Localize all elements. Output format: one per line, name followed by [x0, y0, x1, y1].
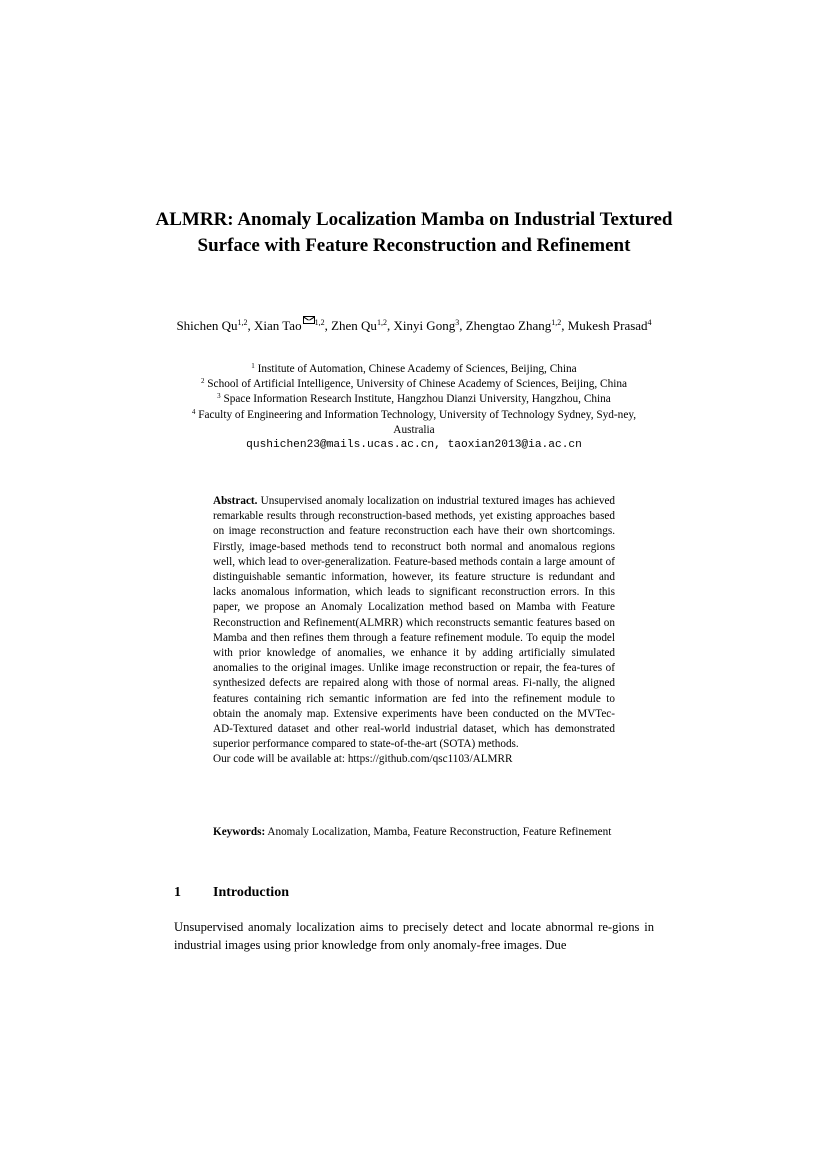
section-heading: [174, 883, 289, 903]
affiliation-list: [172, 362, 656, 453]
abstract-text: Unsupervised anomaly localization on industrial textured images has achieved remarkable results through reconstruction-based methods, yet existing approaches based on image reconstruction and feature reconstruction each have their own shortcomings. Firstly, image-based methods tend to reconstruct both normal and anomalous regions well, which lead to over-generalization. Feature-based methods contain a large amount of distinguishable semantic information, however, its feature structure is redundant and lacks anomalous information, which leads to significant reconstruction errors. In this paper, we propose an Anomaly Localization method based on Mamba with Feature Reconstruction and Refinement(ALMRR) which reconstructs semantic features based on Mamba and then refines them through a feature refinement module. To equip the model with prior knowledge of anomalies, we enhance it by adding artificially simulated anomalies to the original images. Unlike image reconstruction or repair, the fea-tures of synthesized defects are repaired along with those of normal areas. Fi-nally, the aligned features containing rich semantic information are fed into the refinement module to obtain the anomaly map. Extensive experiments have been conducted on the MVTec-AD-Textured dataset and other real-world industrial dataset, which has demonstrated superior performance compared to state-of-the-art (SOTA) methods.: [213, 495, 616, 751]
affiliation-text: Institute of Automation, Chinese Academy of Sciences, Beijing, China: [257, 363, 577, 375]
affiliation-text: Faculty of Engineering and Information Technology, University of Technology Sydney, Syd-ney, Australia: [198, 408, 637, 436]
author-affil-sup: 3: [455, 318, 460, 327]
author-emails[interactable]: qushichen23@mails.ucas.ac.cn, taoxian2013@ia.ac.cn: [246, 439, 582, 452]
affiliation-sup: 3: [217, 392, 221, 401]
abstract-block: [213, 494, 615, 768]
intro-paragraph: Unsupervised anomaly localization aims to precisely detect and locate abnormal re-gions in industrial images using prior knowledge from only anomaly-free images. Due: [174, 920, 654, 952]
author-list: Shichen Qu$^{1,2}$, Xian Tao $^{1,2}$, Zhen Qu$^{1,2}$, Xinyi Gong$^3$, Zhengtao Zhang$^{1,2}$, Mukesh Prasad$^4$: [176, 318, 652, 333]
keywords-block: [213, 825, 615, 840]
author-name: Xian Tao: [253, 318, 302, 333]
abstract-label: Abstract.: [213, 495, 258, 507]
affiliation: [172, 392, 656, 407]
author-affil-sup: 1,2: [376, 318, 387, 327]
author-name: Xinyi Gong: [393, 318, 456, 333]
author-name: Mukesh Prasad: [567, 318, 648, 333]
author-affil-sup: 4: [647, 318, 652, 327]
author-name: Zhen Qu: [331, 318, 377, 333]
author-affil-sup: 1,2: [237, 318, 248, 327]
affiliation-sup: 1: [251, 362, 255, 370]
code-availability-link[interactable]: Our code will be available at: https://github.com/qsc1103/ALMRR: [213, 753, 513, 766]
affiliation-sup: 2: [200, 377, 205, 386]
keywords-label: Keywords:: [213, 826, 266, 838]
affiliation: [172, 362, 656, 377]
envelope-icon: [303, 316, 315, 324]
section-title: Introduction: [213, 885, 289, 900]
author-affil-sup: 1,2: [314, 318, 325, 327]
affiliation: [172, 377, 656, 392]
author-name: Shichen Qu: [176, 318, 238, 333]
affiliation-text: School of Artificial Intelligence, University of Chinese Academy of Sciences, Beijing, China: [207, 378, 628, 391]
author-name: Zhengtao Zhang: [465, 318, 552, 333]
affiliation: [172, 408, 656, 438]
section-number: 1: [174, 885, 181, 900]
keywords-text: Anomaly Localization, Mamba, Feature Reconstruction, Feature Refinement: [267, 826, 612, 838]
paper-title: ALMRR: Anomaly Localization Mamba on Industrial Textured Surface with Feature Reconstruction and Refinement: [155, 209, 673, 256]
affiliation-text: Space Information Research Institute, Hangzhou Dianzi University, Hangzhou, China: [223, 393, 611, 406]
author-affil-sup: 1,2: [551, 318, 562, 327]
affiliation-sup: 4: [191, 407, 196, 416]
